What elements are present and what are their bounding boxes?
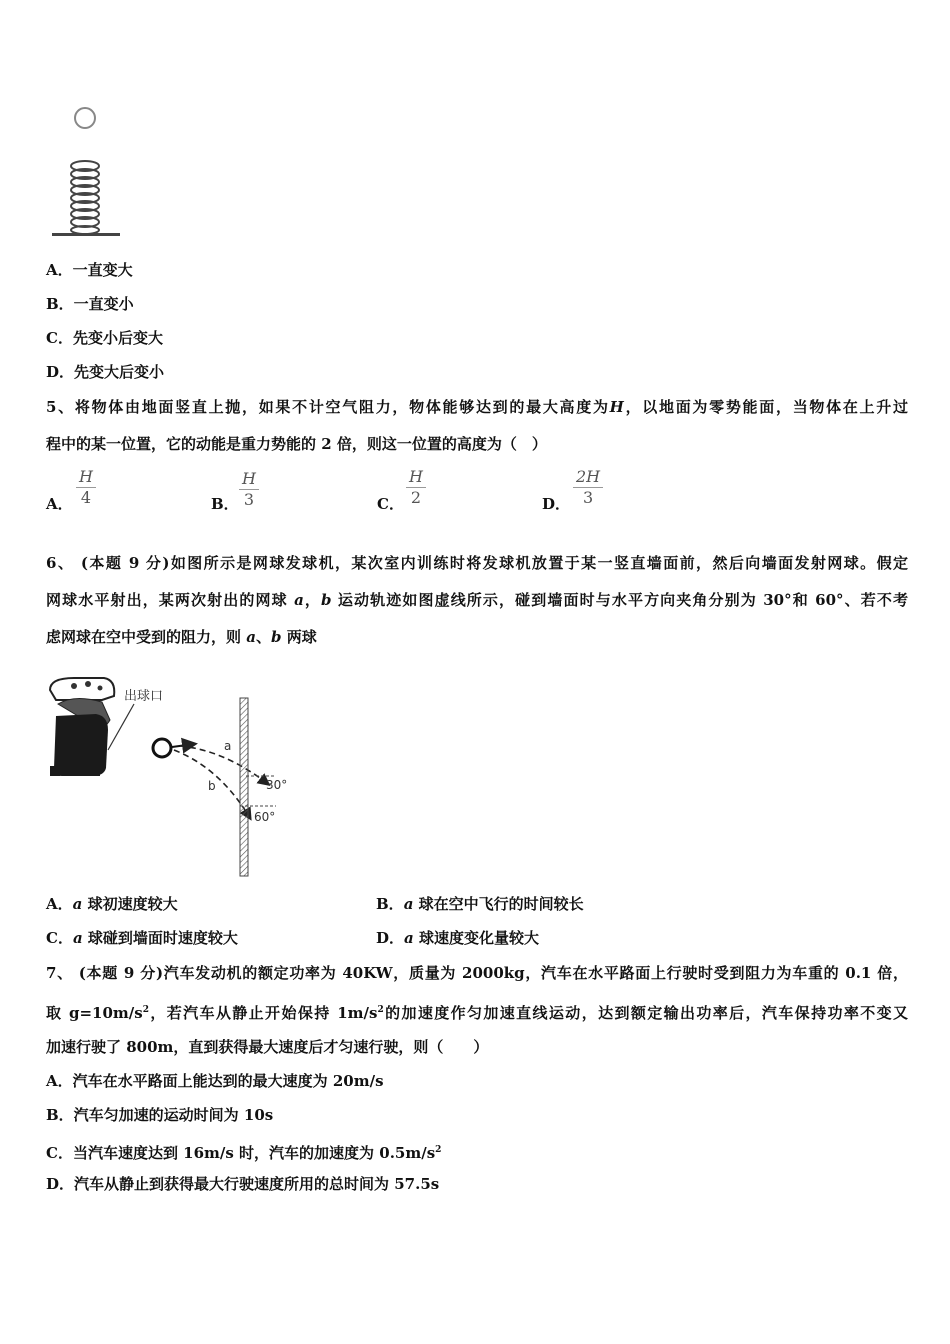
q7-option-c: C．当汽车速度达到 16m/s 时，汽车的加速度为 $0.5m/s^2$ [46, 1144, 442, 1162]
q5-stem-line1: 5、将物体由地面竖直上抛，如果不计空气阻力，物体能够达到的最大高度为H，以地面为零势能面，当物体在上升过 [46, 398, 908, 416]
q4-option-a: A．一直变大 [46, 261, 133, 279]
q7-stem-line2: 取 $g=10m/s^2$，若汽车从静止开始保持 $1m/s^2$的加速度作匀加速直线运动，达到额定输出功率后，汽车保持功率不变又 [46, 1004, 908, 1022]
q5-stem-line2: 程中的某一位置，它的动能是重力势能的 2 倍，则这一位置的高度为（ ） [46, 435, 547, 453]
q6-option-b: B．a 球在空中飞行的时间较长 [376, 895, 584, 913]
q4-option-c: C．先变小后变大 [46, 329, 163, 347]
q4-option-d: D．先变大后变小 [46, 363, 165, 381]
q6-option-d: D．a 球速度变化量较大 [376, 929, 539, 947]
q5-option-d-fraction: 2H 3 [573, 468, 603, 507]
q6-stem-line1: 6、 (本题 9 分)如图所示是网球发球机，某次室内训练时将发球机放置于某一竖直墙面前，然后向墙面发射网球。假定 [46, 554, 908, 572]
q6-stem-line2: 网球水平射出，某两次射出的网球 a，b 运动轨迹如图虚线所示，碰到墙面时与水平方向夹角分别为 30°和 60°、若不考 [46, 591, 908, 609]
ball-machine-icon [50, 678, 114, 776]
q5-option-a-label: A． [46, 495, 73, 513]
label-a: a [224, 739, 232, 753]
q5-option-c-label: C． [377, 495, 404, 513]
q7-option-d: D．汽车从静止到获得最大行驶速度所用的总时间为 57.5s [46, 1175, 440, 1193]
q6-option-a: A．a 球初速度较大 [46, 895, 178, 913]
ground-line [52, 233, 120, 236]
q7-option-b: B．汽车匀加速的运动时间为 10s [46, 1106, 274, 1124]
wall [240, 698, 248, 876]
tennis-machine-figure [44, 668, 294, 880]
angle-30-label: 30° [266, 778, 288, 792]
outlet-leader-line [108, 704, 134, 750]
label-b: b [208, 779, 216, 793]
q5-option-c-fraction: H 2 [406, 468, 426, 507]
spring-figure [40, 100, 130, 245]
spring-coil-icon [71, 161, 99, 234]
q5-option-a-fraction: H 4 [76, 468, 96, 507]
launcher-ball-icon [153, 739, 171, 757]
outlet-label: 出球口 [124, 689, 164, 704]
q5-option-d-label: D． [542, 495, 571, 513]
q7-stem-line1: 7、 (本题 9 分)汽车发动机的额定功率为 40KW，质量为 2000kg，汽车在水平路面上行驶时受到阻力为车重的 0.1 倍， [46, 964, 908, 982]
q4-option-b: B．一直变小 [46, 295, 134, 313]
q6-option-c: C．a 球碰到墙面时速度较大 [46, 929, 238, 947]
q6-stem-line3: 虑网球在空中受到的阻力，则 a、b 两球 [46, 628, 317, 646]
q5-option-b-fraction: H 3 [239, 470, 259, 509]
angle-60-label: 60° [254, 810, 276, 824]
q5-option-b-label: B． [211, 495, 239, 513]
q7-option-a: A．汽车在水平路面上能达到的最大速度为 20m/s [46, 1072, 384, 1090]
q7-stem-line3: 加速行驶了 800m，直到获得最大速度后才匀速行驶，则（ ） [46, 1038, 489, 1056]
ball-icon [75, 108, 95, 128]
